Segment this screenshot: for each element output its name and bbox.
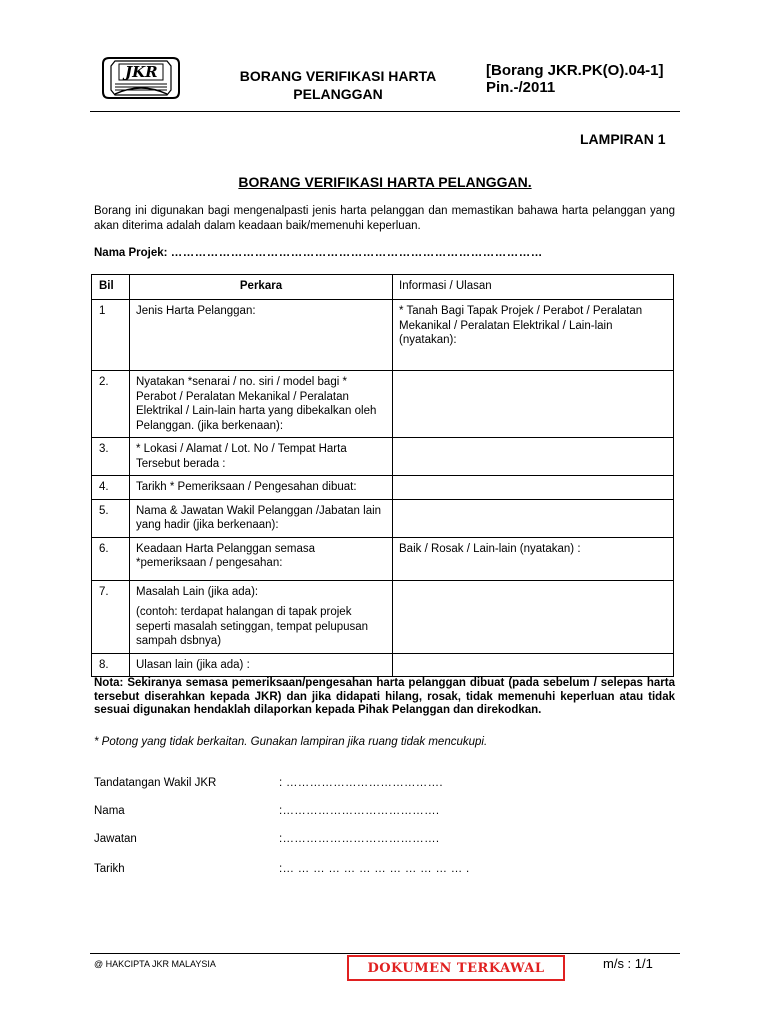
header-divider bbox=[90, 111, 680, 112]
tarikh-label: Tarikh bbox=[94, 863, 125, 875]
row-bil: 8. bbox=[92, 653, 130, 677]
table-row bbox=[92, 580, 674, 653]
table-row bbox=[92, 438, 674, 476]
row-perkara: * Lokasi / Alamat / Lot. No / Tempat Harta Tersebut berada : bbox=[130, 438, 393, 476]
row-info[interactable] bbox=[393, 653, 674, 677]
header-informasi: Informasi / Ulasan bbox=[393, 275, 674, 300]
footer-copyright: @ HAKCIPTA JKR MALAYSIA bbox=[94, 959, 216, 969]
table-row bbox=[92, 537, 674, 580]
footnote-potong: * Potong yang tidak berkaitan. Gunakan lampiran jika ruang tidak mencukupi. bbox=[94, 736, 488, 748]
row-info[interactable] bbox=[393, 580, 674, 653]
project-name-label: Nama Projek: bbox=[94, 247, 168, 259]
verification-table bbox=[91, 274, 674, 677]
row-perkara-main: Masalah Lain (jika ada): bbox=[136, 585, 259, 598]
row-perkara: Keadaan Harta Pelanggan semasa *pemeriksaan / pengesahan: bbox=[130, 537, 393, 580]
page-number: m/s : 1/1 bbox=[603, 956, 653, 971]
tarikh-field[interactable]: :… … … … … … … … … … … … . bbox=[279, 863, 470, 875]
main-title: BORANG VERIFIKASI HARTA PELANGGAN. bbox=[238, 174, 532, 190]
row-bil: 4. bbox=[92, 476, 130, 500]
nota-paragraph: Nota: Sekiranya semasa pemeriksaan/pengesahan harta pelanggan dibuat (pada sebelum / selepas harta tersebut diserahkan kepada JKR) dan jika didapati hilang, rosak, tidak memenuhi keperluan atau tidak sesuai digunakan hendaklah dilaporkan kepada Pihak Pelanggan dan direkodkan. bbox=[94, 677, 675, 716]
row-bil: 5. bbox=[92, 499, 130, 537]
row-bil: 1 bbox=[92, 300, 130, 371]
signature-field[interactable]: : …………………………………. bbox=[279, 777, 443, 789]
row-perkara: Ulasan lain (jika ada) : bbox=[130, 653, 393, 677]
table-row bbox=[92, 300, 674, 371]
nama-field[interactable]: :…………………………………. bbox=[279, 805, 440, 817]
row-perkara: Nyatakan *senarai / no. siri / model bagi * Perabot / Peralatan Mekanikal / Peralatan Elektrikal / Lain-lain harta yang dibekalkan oleh Pelanggan. (jika berkenaan): bbox=[130, 371, 393, 438]
row-perkara: Tarikh * Pemeriksaan / Pengesahan dibuat: bbox=[130, 476, 393, 500]
jawatan-label: Jawatan bbox=[94, 833, 137, 845]
signature-label: Tandatangan Wakil JKR bbox=[94, 777, 217, 789]
form-reference-code: [Borang JKR.PK(O).04-1] bbox=[486, 62, 664, 79]
row-perkara-example: (contoh: terdapat halangan di tapak projek seperti masalah setinggan, tempat pelupusan sampah dsbnya) bbox=[136, 606, 369, 647]
row-info[interactable]: * Tanah Bagi Tapak Projek / Perabot / Peralatan Mekanikal / Peralatan Elektrikal / Lain-lain (nyatakan): bbox=[393, 300, 674, 371]
logo-text: JKR bbox=[125, 63, 158, 81]
row-info[interactable] bbox=[393, 499, 674, 537]
row-perkara bbox=[130, 580, 393, 653]
header-title-line2: PELANGGAN bbox=[293, 86, 383, 102]
table-row bbox=[92, 499, 674, 537]
row-info[interactable]: Baik / Rosak / Lain-lain (nyatakan) : bbox=[393, 537, 674, 580]
table-row bbox=[92, 653, 674, 677]
row-bil: 3. bbox=[92, 438, 130, 476]
jawatan-field[interactable]: :…………………………………. bbox=[279, 833, 440, 845]
row-bil: 7. bbox=[92, 580, 130, 653]
footer-divider bbox=[90, 953, 680, 954]
row-info[interactable] bbox=[393, 476, 674, 500]
jkr-logo bbox=[101, 54, 181, 102]
header-perkara: Perkara bbox=[130, 275, 393, 300]
row-perkara: Nama & Jawatan Wakil Pelanggan /Jabatan lain yang hadir (jika berkenaan): bbox=[130, 499, 393, 537]
form-reference-pin: Pin.-/2011 bbox=[486, 79, 556, 96]
row-info[interactable] bbox=[393, 371, 674, 438]
row-perkara: Jenis Harta Pelanggan: bbox=[130, 300, 393, 371]
table-row bbox=[92, 371, 674, 438]
lampiran-label: LAMPIRAN 1 bbox=[580, 131, 666, 147]
table-row bbox=[92, 476, 674, 500]
header-title-line1: BORANG VERIFIKASI HARTA bbox=[239, 68, 437, 84]
project-name-field[interactable]: ………………………………………………………………………………… bbox=[170, 247, 543, 259]
row-bil: 6. bbox=[92, 537, 130, 580]
controlled-document-stamp: DOKUMEN TERKAWAL bbox=[347, 955, 565, 981]
table-header-row bbox=[92, 275, 674, 300]
nama-label: Nama bbox=[94, 805, 125, 817]
form-reference bbox=[486, 62, 664, 96]
header-title bbox=[218, 67, 458, 103]
row-info[interactable] bbox=[393, 438, 674, 476]
header-bil: Bil bbox=[92, 275, 130, 300]
row-bil: 2. bbox=[92, 371, 130, 438]
intro-paragraph: Borang ini digunakan bagi mengenalpasti jenis harta pelanggan dan memastikan bahawa harta pelanggan yang akan diterima adalah dalam keadaan baik/memenuhi keperluan. bbox=[94, 205, 675, 232]
project-name-line bbox=[94, 247, 543, 259]
